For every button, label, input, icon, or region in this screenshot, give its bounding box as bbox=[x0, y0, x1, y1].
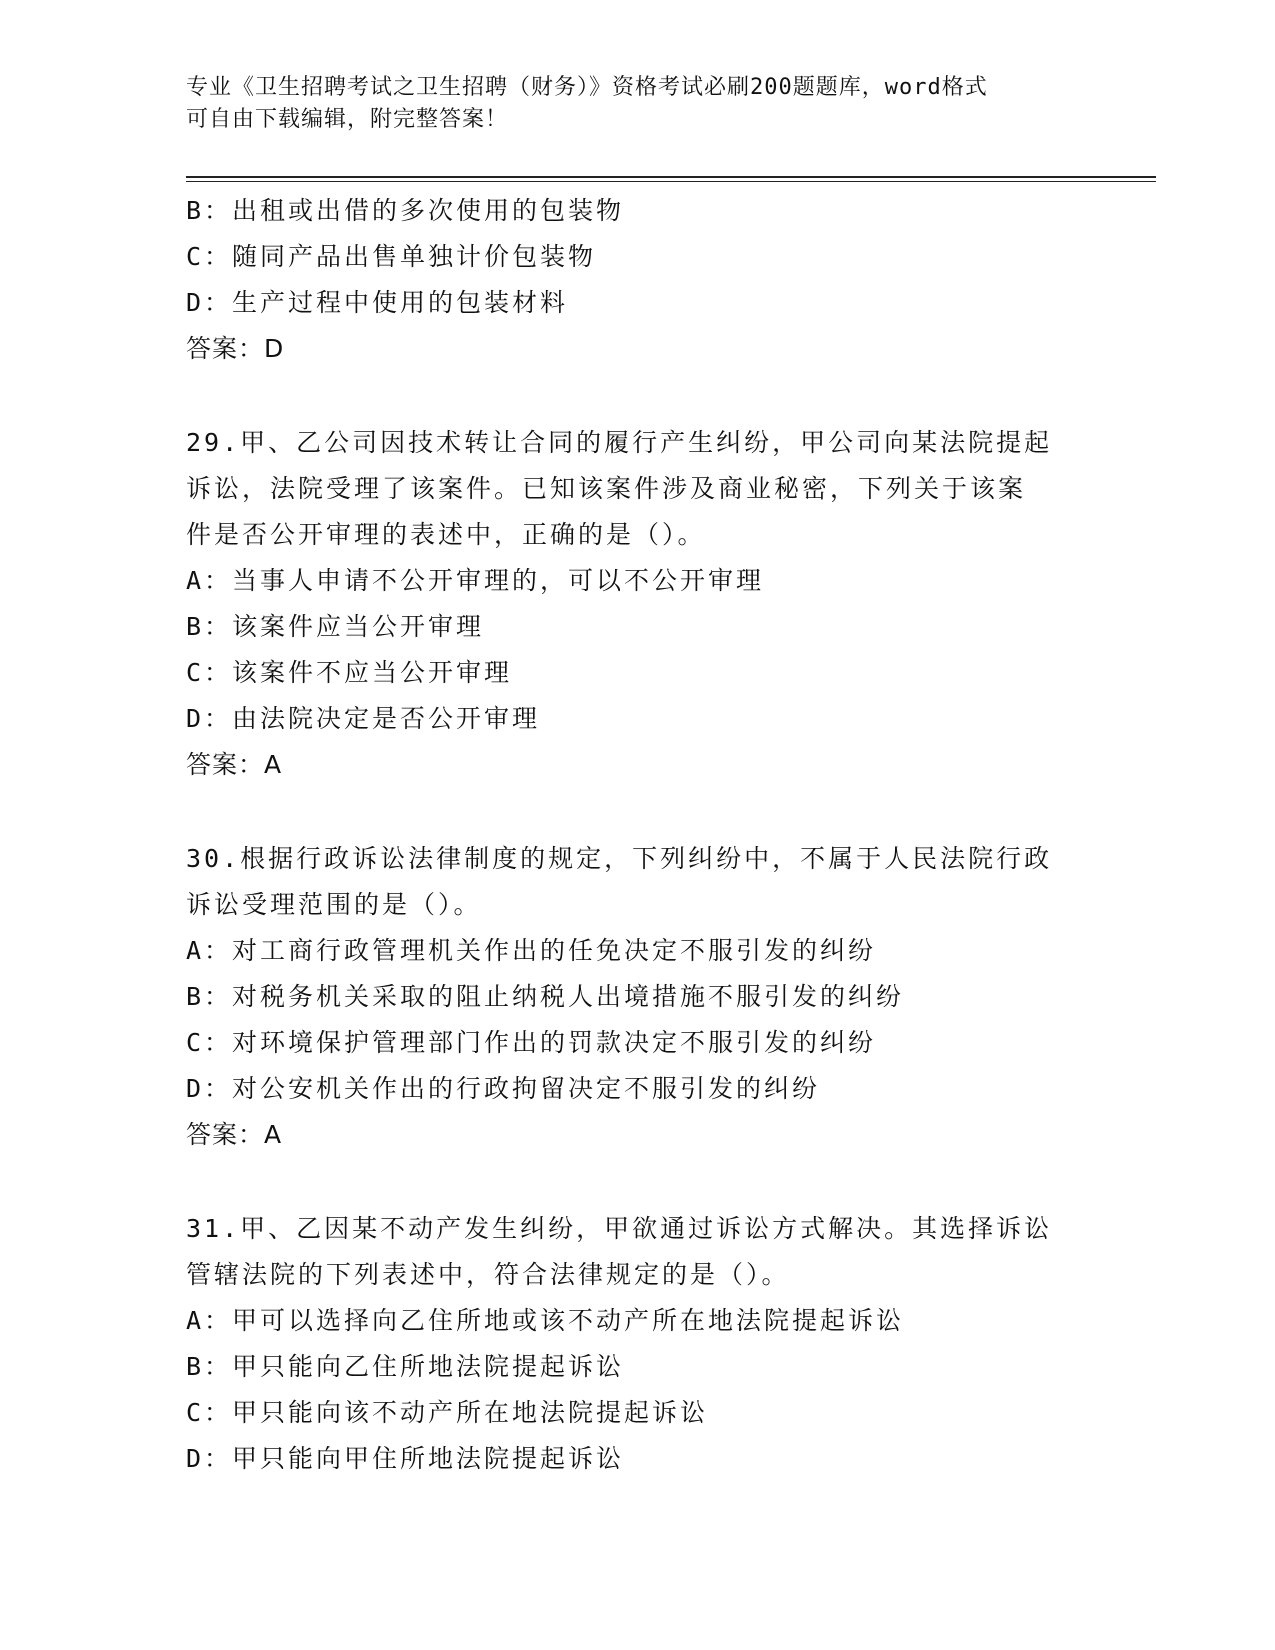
option-a: A：对工商行政管理机关作出的任免决定不服引发的纠纷 bbox=[186, 936, 877, 965]
option-a: A：甲可以选择向乙住所地或该不动产所在地法院提起诉讼 bbox=[186, 1306, 905, 1335]
option-b: B：甲只能向乙住所地法院提起诉讼 bbox=[186, 1352, 625, 1381]
question-stem-line: 诉讼，法院受理了该案件。已知该案件涉及商业秘密，下列关于该案 bbox=[186, 474, 1027, 503]
option-c: C：随同产品出售单独计价包装物 bbox=[186, 242, 597, 271]
question-stem-line: 30.根据行政诉讼法律制度的规定，下列纠纷中，不属于人民法院行政 bbox=[186, 844, 1053, 873]
question-29 bbox=[186, 420, 1086, 788]
question-stem-line: 29.甲、乙公司因技术转让合同的履行产生纠纷，甲公司向某法院提起 bbox=[186, 428, 1053, 457]
header-divider-thin bbox=[186, 181, 1156, 182]
question-list bbox=[186, 188, 1086, 1482]
question-30 bbox=[186, 836, 1086, 1158]
option-d: D：由法院决定是否公开审理 bbox=[186, 704, 541, 733]
answer: 答案：A bbox=[186, 750, 283, 779]
header-line-2: 可自由下载编辑，附完整答案！ bbox=[186, 107, 509, 132]
question-stem-line: 31.甲、乙因某不动产发生纠纷，甲欲通过诉讼方式解决。其选择诉讼 bbox=[186, 1214, 1053, 1243]
option-c: C：该案件不应当公开审理 bbox=[186, 658, 513, 687]
question-stem-line: 管辖法院的下列表述中，符合法律规定的是（）。 bbox=[186, 1260, 790, 1289]
question-stem-line: 件是否公开审理的表述中，正确的是（）。 bbox=[186, 520, 706, 549]
header-divider-thick bbox=[186, 176, 1156, 178]
option-d: D：生产过程中使用的包装材料 bbox=[186, 288, 569, 317]
question-prev bbox=[186, 188, 1086, 372]
answer: 答案：A bbox=[186, 1120, 283, 1149]
answer: 答案：D bbox=[186, 334, 285, 363]
option-b: B：该案件应当公开审理 bbox=[186, 612, 485, 641]
option-c: C：甲只能向该不动产所在地法院提起诉讼 bbox=[186, 1398, 709, 1427]
document-header bbox=[186, 72, 1086, 136]
question-stem-line: 诉讼受理范围的是（）。 bbox=[186, 890, 482, 919]
option-d: D：甲只能向甲住所地法院提起诉讼 bbox=[186, 1444, 625, 1473]
option-d: D：对公安机关作出的行政拘留决定不服引发的纠纷 bbox=[186, 1074, 821, 1103]
option-a: A：当事人申请不公开审理的，可以不公开审理 bbox=[186, 566, 765, 595]
header-line-1: 专业《卫生招聘考试之卫生招聘（财务）》资格考试必刷200题题库，word格式 bbox=[186, 75, 988, 100]
option-b: B：出租或出借的多次使用的包装物 bbox=[186, 196, 625, 225]
question-31 bbox=[186, 1206, 1086, 1482]
option-b: B：对税务机关采取的阻止纳税人出境措施不服引发的纠纷 bbox=[186, 982, 905, 1011]
option-c: C：对环境保护管理部门作出的罚款决定不服引发的纠纷 bbox=[186, 1028, 877, 1057]
